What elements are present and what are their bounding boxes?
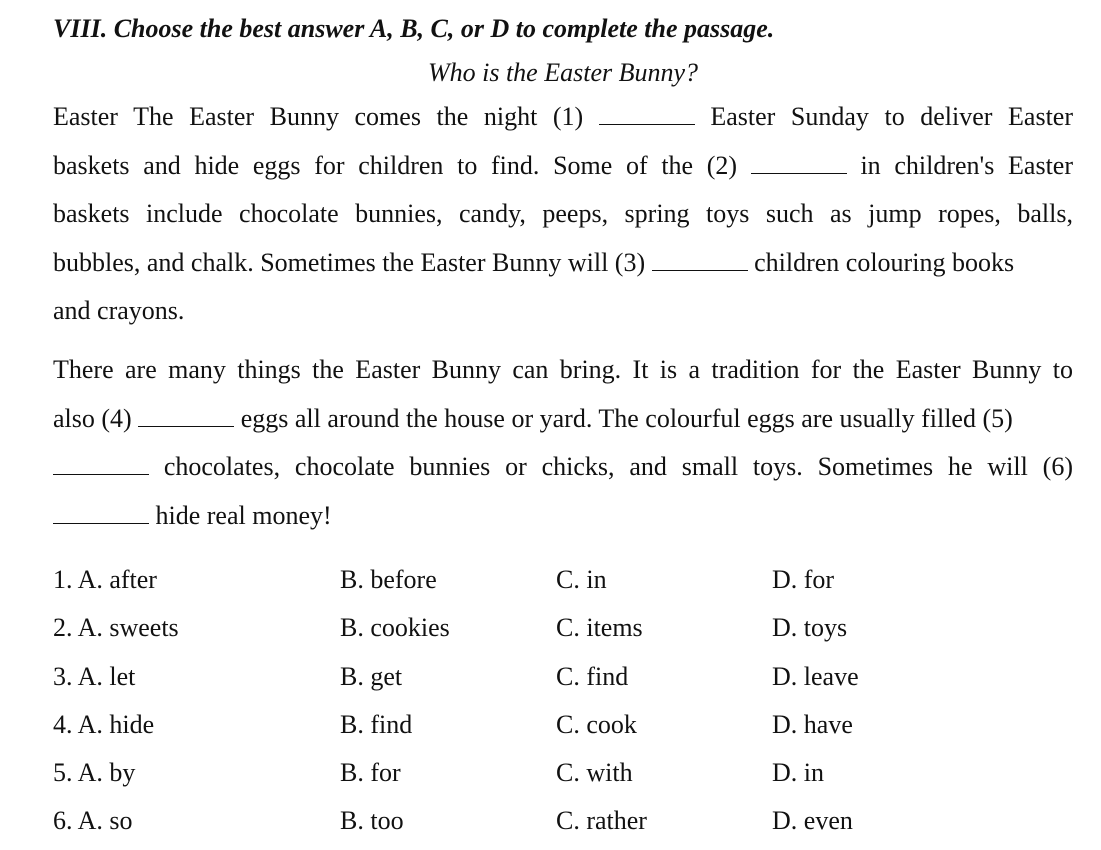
text-segment: Easter The Easter Bunny comes the night (1) — [53, 102, 584, 131]
option-c: C. cook — [556, 709, 637, 739]
option-a: 4. A. hide — [53, 709, 155, 739]
blank-2 — [751, 153, 847, 174]
option-c: C. find — [556, 661, 629, 691]
paragraph-line — [53, 395, 1073, 444]
question-row-4 — [53, 705, 1053, 753]
text-segment: eggs all around the house or yard. The colourful eggs are usually filled (5) — [240, 403, 1013, 433]
option-a: 5. A. by — [53, 758, 136, 788]
blank-3 — [652, 250, 748, 271]
question-row-2 — [53, 608, 1053, 656]
passage-title: Who is the Easter Bunny? — [427, 58, 699, 87]
blank-6 — [53, 503, 149, 524]
option-d: D. even — [772, 806, 853, 836]
option-b: B. before — [340, 565, 437, 594]
option-d: D. have — [772, 709, 853, 739]
option-c: C. rather — [556, 806, 647, 836]
paragraph-line — [53, 443, 1073, 492]
paragraph-line — [53, 142, 1073, 191]
exercise-heading: VIII. Choose the best answer A, B, C, or D to complete the passage. — [53, 14, 775, 43]
option-b: B. too — [340, 806, 404, 836]
paragraph-line — [53, 93, 1073, 142]
text-segment: hide real money! — [155, 500, 332, 530]
text-segment: bubbles, and chalk. Sometimes the Easter Bunny will (3) — [53, 247, 646, 277]
option-a: 3. A. let — [53, 661, 136, 691]
question-row-6 — [53, 801, 1053, 849]
question-row-5 — [53, 753, 1053, 801]
text-segment: children colouring books — [754, 247, 1015, 277]
option-c: C. in — [556, 565, 607, 594]
text-segment: Easter Sunday to deliver Easter — [710, 102, 1073, 131]
text-segment: chocolates, chocolate bunnies or chicks, and small toys. Sometimes he will (6) — [163, 452, 1073, 481]
paragraph-line: baskets include chocolate bunnies, candy, peeps, spring toys such as jump ropes, balls, — [53, 199, 1073, 228]
option-b: B. get — [340, 661, 403, 691]
option-d: D. toys — [772, 613, 848, 643]
paragraph-line: There are many things the Easter Bunny can bring. It is a tradition for the Easter Bunny to — [53, 355, 1073, 384]
paragraph-line: and crayons. — [53, 296, 185, 325]
option-d: D. for — [772, 565, 835, 594]
option-b: B. cookies — [340, 613, 450, 643]
option-a: 6. A. so — [53, 806, 133, 836]
text-segment: also (4) — [53, 403, 132, 433]
passage-paragraph-1 — [53, 93, 1073, 336]
option-c: C. with — [556, 758, 633, 788]
passage-paragraph-2 — [53, 346, 1073, 540]
question-row-1 — [53, 560, 1053, 608]
blank-5 — [53, 454, 149, 475]
option-a: 2. A. sweets — [53, 613, 179, 643]
paragraph-line — [53, 239, 1073, 288]
text-segment: baskets and hide eggs for children to find. Some of the (2) — [53, 150, 738, 180]
answer-options — [53, 560, 1053, 850]
option-d: D. leave — [772, 661, 859, 691]
option-b: B. find — [340, 709, 413, 739]
option-b: B. for — [340, 758, 401, 788]
blank-1 — [599, 104, 695, 125]
blank-4 — [138, 406, 234, 427]
text-segment: in children's Easter — [860, 150, 1073, 180]
option-a: 1. A. after — [53, 565, 157, 594]
option-d: D. in — [772, 758, 824, 788]
question-row-3 — [53, 657, 1053, 705]
paragraph-line — [53, 492, 1073, 541]
option-c: C. items — [556, 613, 643, 643]
